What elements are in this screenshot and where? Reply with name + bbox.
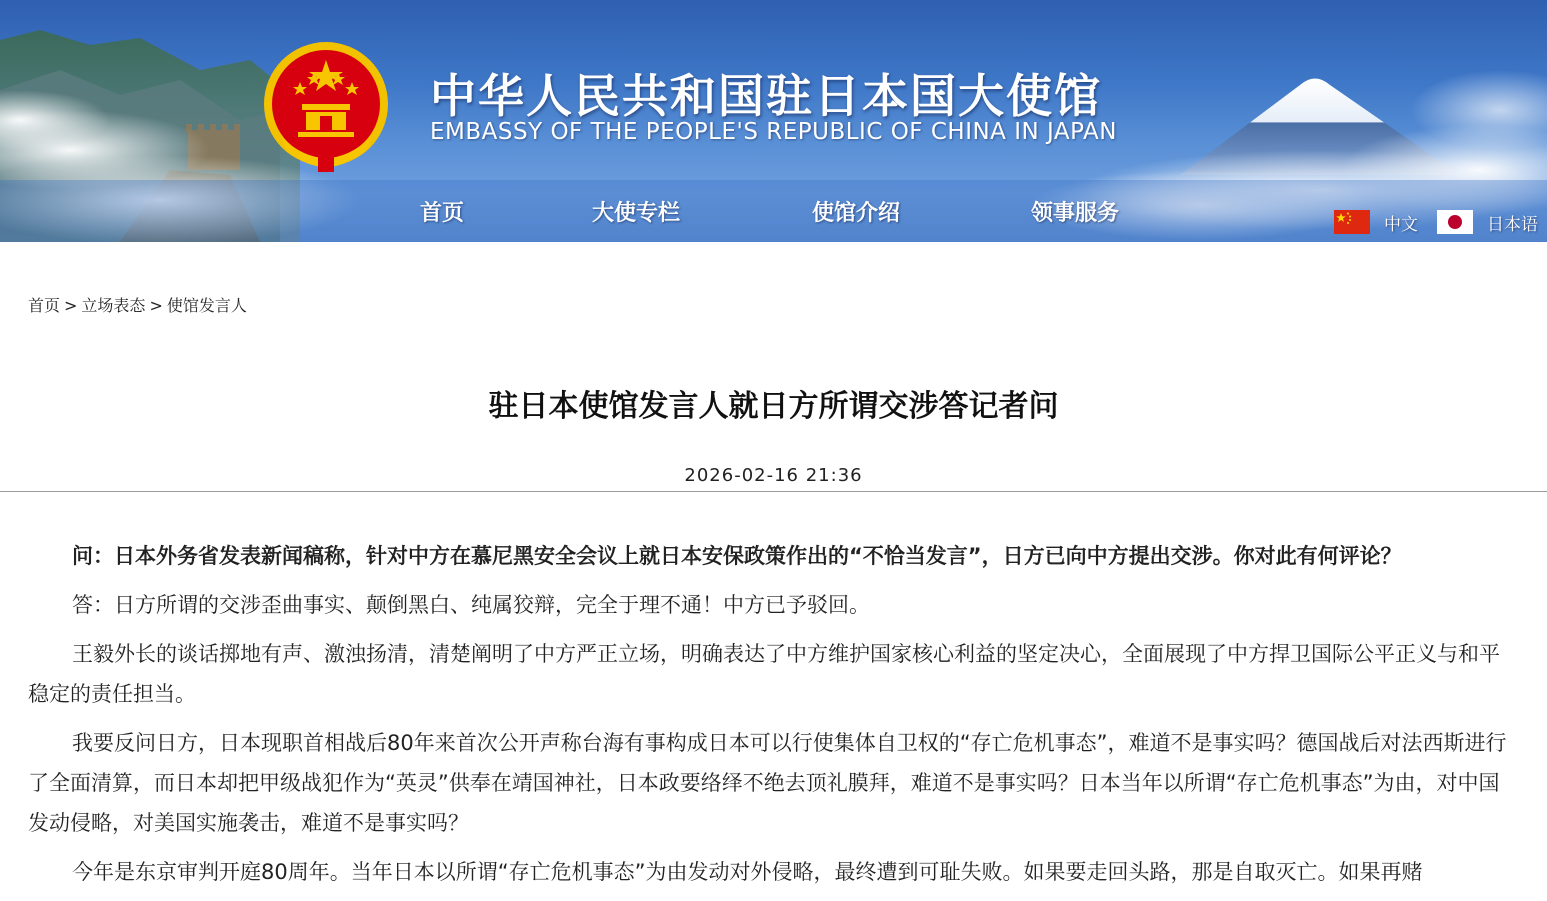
language-chinese-label: 中文 bbox=[1384, 214, 1418, 235]
breadcrumb-item-home[interactable]: 首页 bbox=[28, 296, 61, 315]
china-flag-icon bbox=[1334, 210, 1370, 234]
site-title-english: EMBASSY OF THE PEOPLE'S REPUBLIC OF CHINA IN JAPAN bbox=[430, 119, 1117, 145]
nav-item-ambassador-column[interactable]: 大使专栏 bbox=[592, 201, 681, 226]
article-paragraph: 答：日方所谓的交涉歪曲事实、颠倒黑白、纯属狡辩，完全于理不通！中方已予驳回。 bbox=[72, 593, 870, 617]
article-question-paragraph: 问：日本外务省发表新闻稿称，针对中方在慕尼黑安全会议上就日本安保政策作出的“不恰当发言”，日方已向中方提出交涉。你对此有何评论？ bbox=[72, 544, 1402, 568]
article-date: 2026-02-16 21:36 bbox=[684, 465, 863, 486]
nav-item-embassy-intro[interactable]: 使馆介绍 bbox=[812, 201, 901, 226]
article-title: 驻日本使馆发言人就日方所谓交涉答记者问 bbox=[488, 389, 1059, 424]
breadcrumb-item-positions[interactable]: 立场表态 bbox=[81, 296, 146, 315]
breadcrumb-item-spokesperson[interactable]: 使馆发言人 bbox=[166, 296, 247, 315]
article-paragraph: 我要反问日方，日本现职首相战后80年来首次公开声称台海有事构成日本可以行使集体自卫权的“存亡危机事态”，难道不是事实吗？德国战后对法西斯进行了全面清算，而日本却把甲级战犯作为“英灵”供奉在靖国神社，日本政要络绎不绝去顶礼膜拜，难道不是事实吗？日本当年以所谓“存亡危机事态”为由，对中国发动侵略，对美国实施袭击，难道不是事实吗？ bbox=[28, 731, 1507, 835]
national-emblem-icon bbox=[262, 38, 390, 174]
article-paragraph: 今年是东京审判开庭80周年。当年日本以所谓“存亡危机事态”为由发动对外侵略，最终遭到可耻失败。如果要走回头路，那是自取灭亡。如果再赌 bbox=[72, 860, 1423, 884]
breadcrumb-separator: > bbox=[64, 296, 78, 315]
article-body bbox=[28, 536, 1520, 901]
title-divider bbox=[0, 491, 1547, 492]
nav-item-home[interactable]: 首页 bbox=[420, 201, 465, 226]
japan-flag-icon bbox=[1437, 210, 1473, 234]
breadcrumb bbox=[28, 293, 247, 316]
site-header bbox=[0, 0, 1547, 242]
site-title-chinese: 中华人民共和国驻日本国大使馆 bbox=[430, 69, 1102, 123]
breadcrumb-separator: > bbox=[149, 296, 163, 315]
article-paragraph: 王毅外长的谈话掷地有声、激浊扬清，清楚阐明了中方严正立场，明确表达了中方维护国家核心利益的坚定决心，全面展现了中方捍卫国际公平正义与和平稳定的责任担当。 bbox=[28, 642, 1500, 706]
language-japanese-label: 日本语 bbox=[1487, 214, 1538, 235]
language-chinese-link[interactable] bbox=[1334, 210, 1418, 234]
language-japanese-link[interactable] bbox=[1437, 210, 1538, 234]
nav-item-consular-services[interactable]: 领事服务 bbox=[1031, 201, 1120, 226]
